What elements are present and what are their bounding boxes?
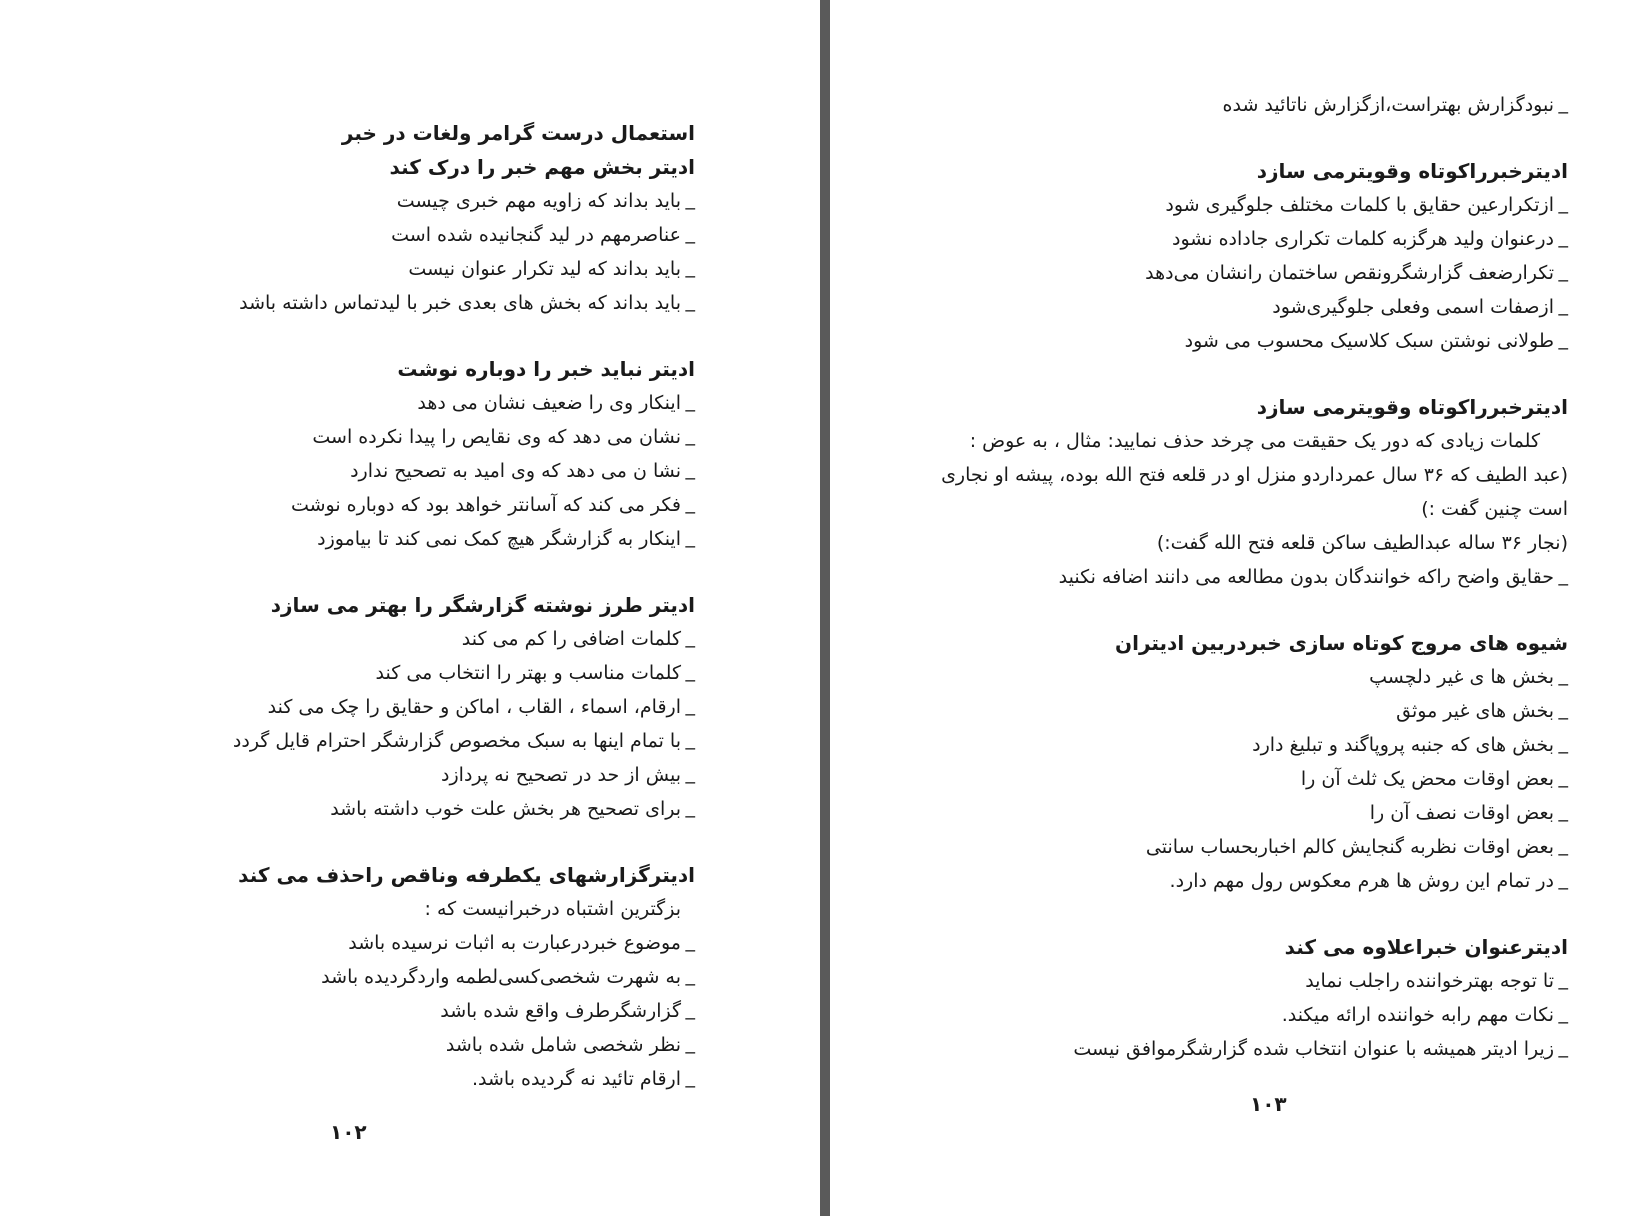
bullet-list (900, 188, 1568, 358)
list-item: _ بعض اوقات محض یک ثلث آن را (900, 762, 1568, 796)
list-item: _ ازصفات اسمی وفعلی جلوگیری‌شود (900, 290, 1568, 324)
list-item: _ بخش های که جنبه پروپاگند و تبلیغ دارد (900, 728, 1568, 762)
list-item: _ باید بداند که لید تکرار عنوان نیست (150, 252, 695, 286)
section-heading: شیوه های مروج کوتاه سازی خبردربین ادیتران (1115, 631, 1568, 655)
list-item: _ کلمات اضافی را کم می کند (150, 622, 695, 656)
list-item: _ زیرا ادیتر همیشه با عنوان انتخاب شده گزارشگرموافق نیست (900, 1032, 1568, 1066)
left-section-3 (150, 352, 695, 556)
list-item: _ بخش های غیر موثق (900, 694, 1568, 728)
section-heading: ادیتر طرز نوشته گزارشگر را بهتر می سازد (270, 593, 695, 617)
book-gutter (820, 0, 830, 1216)
section-heading: ادیتر بخش مهم خبر را درک کند (389, 155, 695, 179)
list-item: _ نبودگزارش بهتراست،ازگزارش ناتائید شده (900, 88, 1568, 122)
list-item: _ فکر می کند که آسانتر خواهد بود که دوباره نوشت (150, 488, 695, 522)
list-item: _ گزارشگرطرف واقع شده باشد (150, 994, 695, 1028)
bullet-list (150, 184, 695, 320)
section-heading: ادیتر نباید خبر را دوباره نوشت (397, 357, 695, 381)
right-page-text (900, 88, 1568, 1066)
page-number: ۱۰۳ (1250, 1092, 1287, 1116)
left-section-1 (150, 116, 695, 150)
section-heading: استعمال درست گرامر ولغات در خبر (341, 121, 695, 145)
left-section-4 (150, 588, 695, 826)
list-item: _ بعض اوقات نصف آن را (900, 796, 1568, 830)
right-section-3 (900, 626, 1568, 898)
list-item: _ تکرارضعف گزارشگرونقص ساختمان رانشان می‌دهد (900, 256, 1568, 290)
page-number: ۱۰۲ (330, 1120, 367, 1144)
list-item: _ نشان می دهد که وی نقایص را پیدا نکرده است (150, 420, 695, 454)
list-item: _ نکات مهم رابه خواننده ارائه میکند. (900, 998, 1568, 1032)
list-item: _ بیش از حد در تصحیح نه پردازد (150, 758, 695, 792)
left-section-2 (150, 150, 695, 320)
list-item: _ به شهرت شخصی‌کسی‌لطمه واردگردیده باشد (150, 960, 695, 994)
bullet-list (150, 926, 695, 1096)
list-item: _ حقایق واضح راکه خوانندگان بدون مطالعه می دانند اضافه نکنید (900, 560, 1568, 594)
example-after: (نجار ۳۶ ساله عبدالطیف ساکن قلعه فتح الله گفت:) (1156, 532, 1568, 554)
list-item: _ در تمام این روش ها هرم معکوس رول مهم دارد. (900, 864, 1568, 898)
section-heading: ادیترعنوان خبراعلاوه می کند (1284, 935, 1568, 959)
list-item: _ با تمام اینها به سبک مخصوص گزارشگر احترام قایل گردد (150, 724, 695, 758)
right-page (830, 0, 1636, 1216)
list-item: _ ارقام، اسماء ، القاب ، اماکن و حقایق را چک می کند (150, 690, 695, 724)
list-item: _ برای تصحیح هر بخش علت خوب داشته باشد (150, 792, 695, 826)
right-top (900, 88, 1568, 122)
section-intro: کلمات زیادی که دور یک حقیقت می چرخد حذف نمایید: مثال ، به عوض : (969, 430, 1540, 452)
section-intro: بزگترین اشتباه درخبرانیست که : (424, 898, 681, 920)
list-item: _ بخش ها ی غیر دلچسپ (900, 660, 1568, 694)
list-item: _ موضوع خبردرعبارت به اثبات نرسیده باشد (150, 926, 695, 960)
bullet-list (900, 88, 1568, 122)
list-item: _ ازتکرارعین حقایق با کلمات مختلف جلوگیری شود (900, 188, 1568, 222)
bullet-list (900, 560, 1568, 594)
section-heading: ادیترگزارشهای یکطرفه وناقص راحذف می کند (238, 863, 695, 887)
list-item: _ اینکار وی را ضعیف نشان می دهد (150, 386, 695, 420)
list-item: _ اینکار به گزارشگر هیچ کمک نمی کند تا بیاموزد (150, 522, 695, 556)
right-section-1 (900, 154, 1568, 358)
list-item: _ تا توجه بهترخواننده راجلب نماید (900, 964, 1568, 998)
bullet-list (150, 622, 695, 826)
bullet-list (900, 660, 1568, 898)
list-item: _ طولانی نوشتن سبک کلاسیک محسوب می شود (900, 324, 1568, 358)
list-item: _ عناصرمهم در لید گنجانیده شده است (150, 218, 695, 252)
list-item: _ باید بداند که بخش های بعدی خبر با لیدتماس داشته باشد (150, 286, 695, 320)
section-heading: ادیترخبرراکوتاه وقویترمی سازد (1256, 159, 1568, 183)
left-section-5 (150, 858, 695, 1096)
list-item: _ درعنوان ولید هرگزبه کلمات تکراری جاداده نشود (900, 222, 1568, 256)
list-item: _ نظر شخصی شامل شده باشد (150, 1028, 695, 1062)
left-page-text (150, 116, 695, 1096)
list-item: _ کلمات مناسب و بهتر را انتخاب می کند (150, 656, 695, 690)
list-item: _ نشا ن می دهد که وی امید به تصحیح ندارد (150, 454, 695, 488)
list-item: _ بعض اوقات نظربه گنجایش کالم اخباربحساب سانتی (900, 830, 1568, 864)
right-section-2 (900, 390, 1568, 594)
bullet-list (900, 964, 1568, 1066)
right-section-4 (900, 930, 1568, 1066)
example-before: (عبد الطیف که ۳۶ سال عمرداردو منزل او در قلعه فتح الله بوده، پیشه او نجاری است چنین گفت :) (941, 464, 1568, 520)
bullet-list (150, 386, 695, 556)
list-item: _ ارقام تائید نه گردیده باشد. (150, 1062, 695, 1096)
list-item: _ باید بداند که زاویه مهم خبری چیست (150, 184, 695, 218)
section-heading: ادیترخبرراکوتاه وقویترمی سازد (1256, 395, 1568, 419)
